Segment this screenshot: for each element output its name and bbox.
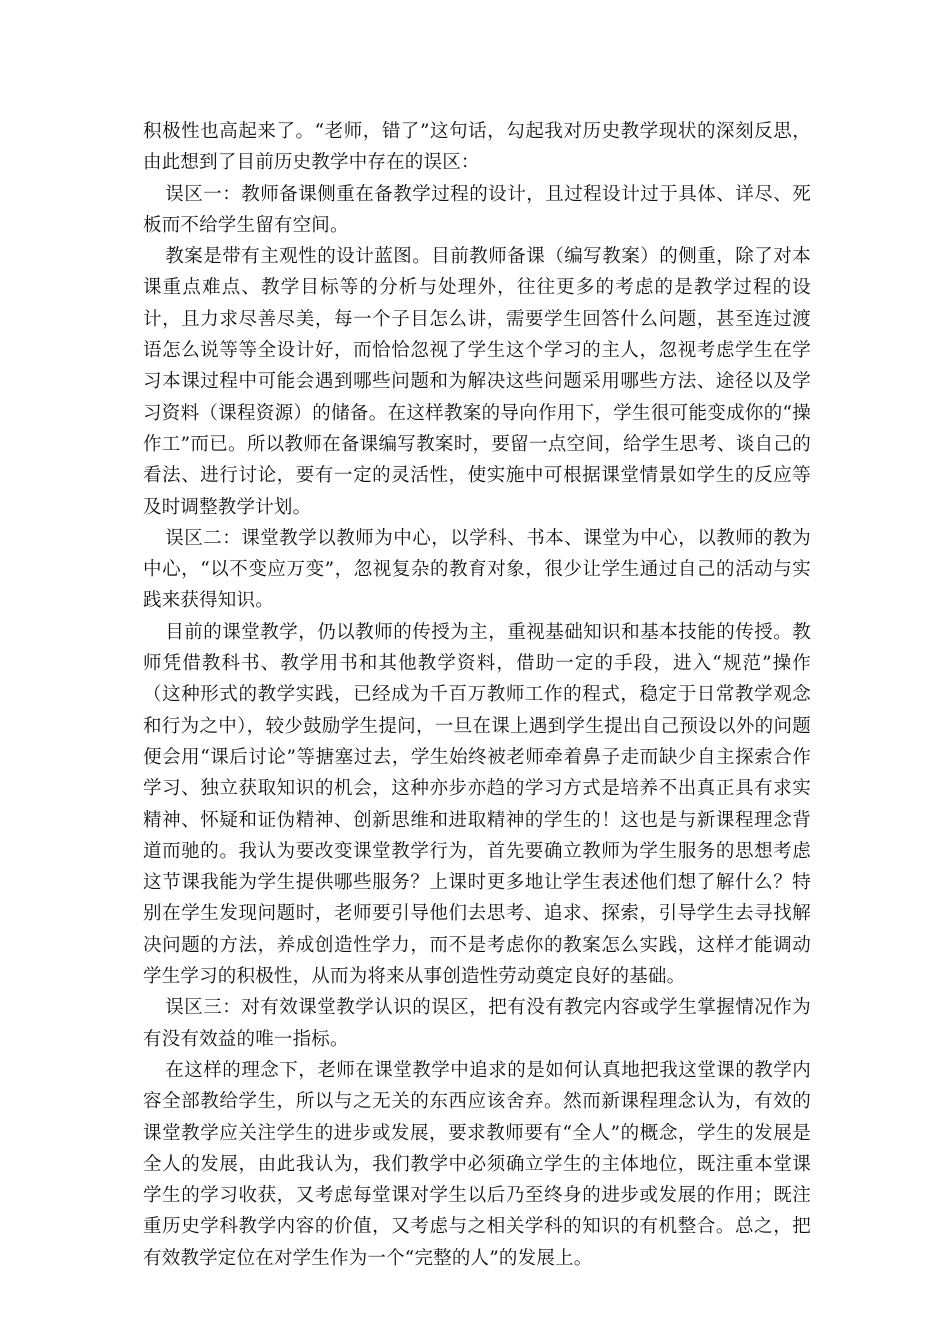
paragraph-misconception-2-heading: 误区二：课堂教学以教师为中心，以学科、书本、课堂为中心，以教师的教为中心，“以不变应万变”，忽视复杂的教育对象，很少让学生通过自己的活动与实践来获得知识。 bbox=[143, 527, 811, 612]
document-body bbox=[143, 116, 811, 1274]
paragraph-misconception-3-heading: 误区三：对有效课堂教学认识的误区，把有没有教完内容或学生掌握情况作为有没有效益的唯一指标。 bbox=[143, 997, 811, 1050]
paragraph-misconception-1-body: 教案是带有主观性的设计蓝图。目前教师备课（编写教案）的侧重，除了对本课重点难点、教学目标等的分析与处理外，往往更多的考虑的是教学过程的设计，且力求尽善尽美，每一个子目怎么讲，需要学生回答什么问题，甚至连过渡语怎么说等等全设计好，而恰恰忽视了学生这个学习的主人，忽视考虑学生在学习本课过程中可能会遇到哪些问题和为解决这些问题采用哪些方法、途径以及学习资料（课程资源）的储备。在这样教案的导向作用下，学生很可能变成你的“操作工”而已。所以教师在备课编写教案时，要留一点空间，给学生思考、谈自己的看法、进行讨论，要有一定的灵活性，使实施中可根据课堂情景如学生的反应等及时调整教学计划。 bbox=[143, 246, 811, 518]
paragraph-misconception-3-body: 在这样的理念下，老师在课堂教学中追求的是如何认真地把我这堂课的教学内容全部教给学生，所以与之无关的东西应该舍弃。然而新课程理念认为，有效的课堂教学应关注学生的进步或发展，要求教师要有“全人”的概念，学生的发展是全人的发展，由此我认为，我们教学中必须确立学生的主体地位，既注重本堂课学生的学习收获，又考虑每堂课对学生以后乃至终身的进步或发展的作用；既注重历史学科教学内容的价值，又考虑与之相关学科的知识的有机整合。总之，把有效教学定位在对学生作为一个“完整的人”的发展上。 bbox=[143, 1059, 811, 1269]
paragraph-misconception-1-heading: 误区一：教师备课侧重在备教学过程的设计，且过程设计过于具体、详尽、死板而不给学生留有空间。 bbox=[143, 183, 811, 236]
paragraph-misconception-2-body: 目前的课堂教学，仍以教师的传授为主，重视基础知识和基本技能的传授。教师凭借教科书、教学用书和其他教学资料，借助一定的手段，进入“规范”操作（这种形式的教学实践，已经成为千百万教师工作的程式，稳定于日常教学观念和行为之中），较少鼓励学生提问，一旦在课上遇到学生提出自己预设以外的问题便会用“课后讨论”等搪塞过去，学生始终被老师牵着鼻子走而缺少自主探索合作学习、独立获取知识的机会，这种亦步亦趋的学习方式是培养不出真正具有求实精神、怀疑和证伪精神、创新思维和进取精神的学生的！这也是与新课程理念背道而驰的。我认为要改变课堂教学行为，首先要确立教师为学生服务的思想考虑这节课我能为学生提供哪些服务？上课时更多地让学生表述他们想了解什么？特别在学生发现问题时，老师要引导他们去思考、追求、探索，引导学生去寻找解决问题的方法，养成创造性学力，而不是考虑你的教案怎么实践，这样才能调动学生学习的积极性，从而为将来从事创造性劳动奠定良好的基础。 bbox=[143, 621, 811, 988]
paragraph-intro: 积极性也高起来了。“老师，错了”这句话，勾起我对历史教学现状的深刻反思，由此想到了目前历史教学中存在的误区： bbox=[143, 121, 811, 174]
